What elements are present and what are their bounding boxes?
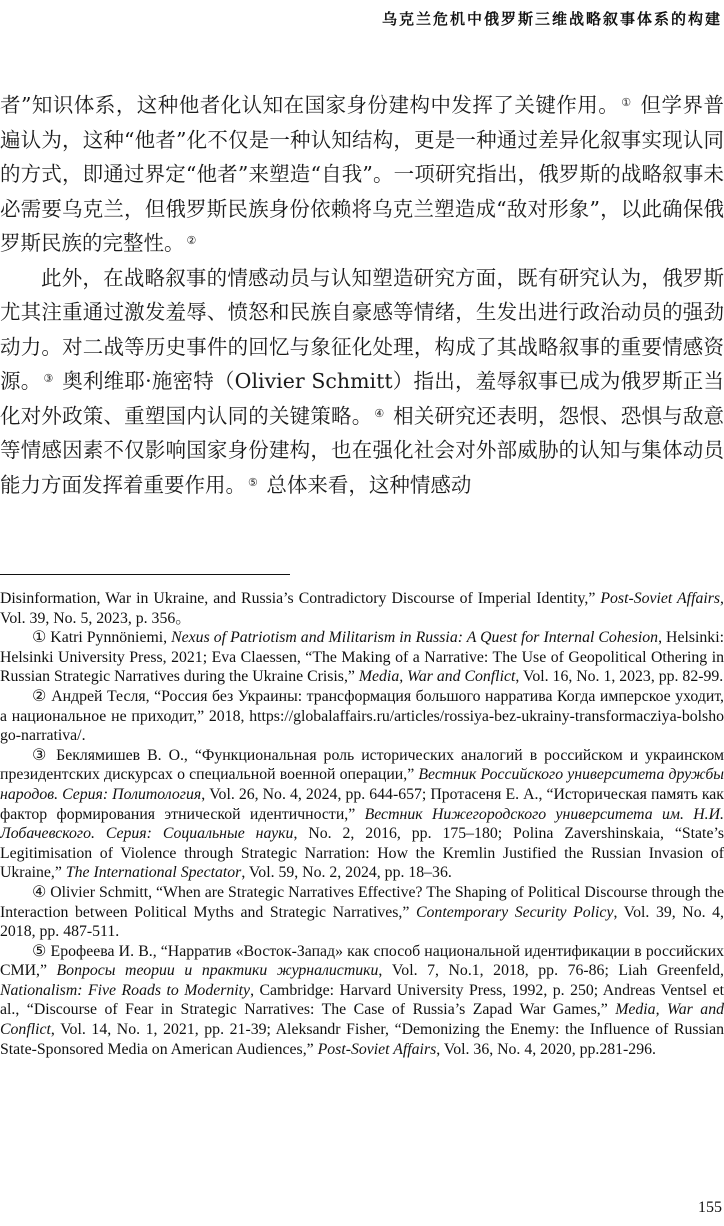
footnote-text: , Vol. 26, No. 4, 2024, pp. 644-657; Протасеня Е. А., “Историческая память как фактор формирования этнической идентичности,” [0,785,724,823]
footnote-5 [0,942,724,1060]
footnotes-section [0,589,724,1059]
footnote-ref-5[interactable]: ⑤ [248,475,258,489]
footnote-text: , Helsinki: Helsinki University Press, 2021; Eva Claessen, “The Making of a Narrative: The Use of Geopolitical Othering in Russian Strategic Narratives during the Ukraine Crisis,” [0,629,724,686]
footnote-text: Беклямишев В. О., “Функциональная роль исторических аналогий в российском и украинском президентских дискурсах о специальной военной операции,” [0,746,724,784]
footnote-ref-4[interactable]: ④ [374,406,385,420]
footnote-text: , Vol. 59, No. 2, 2024, pp. 18–36. [241,864,452,882]
footnote-text: Olivier Schmitt, “When are Strategic Narratives Effective? The Shaping of Political Discourse through the Interaction between Political Myths and Strategic Narratives,” [0,883,724,921]
footnote-text: , Vol. 14, No. 1, 2021, pp. 21-39; Aleksandr Fisher, “Demonizing the Enemy: the Influence of Russian State-Sponsored Media on American Audiences,” [0,1021,724,1058]
footnote-text: Disinformation, War in Ukraine, and Russia’s Contradictory Discourse of Imperial Identity,” [0,590,601,607]
book-title: Nexus of Patriotism and Militarism in Russia: A Quest for Internal Cohesion [171,629,659,647]
paragraph-text: 总体来看，这种情感动 [259,472,472,497]
paragraph-text: 奥利维耶·施密特（Olivier Schmitt）指出，羞辱叙事已成为俄罗斯正当化对外政策、重塑国内认同的关键策略。 [0,369,724,428]
footnote-ref-3[interactable]: ③ [43,372,54,385]
running-header: 乌克兰危机中俄罗斯三维战略叙事体系的构建 [381,10,722,28]
footnote-ref-1[interactable]: ① [621,96,632,109]
paragraph-text: 此外，在战略叙事的情感动员与认知塑造研究方面，既有研究认为，俄罗斯尤其注重通过激发羞辱、愤怒和民族自豪感等情绪，生发出进行政治动员的强劲动力。对二战等历史事件的回忆与象征化处理，构成了其战略叙事的重要情感资源。 [0,265,724,393]
footnote-text: , No. 2, 2016, pp. 175–180; Polina Zavershinskaia, “State’s Legitimisation of Violence through Strategic Narration: How the Kremlin Justified the Russian Invasion of Ukraine,” [0,825,724,882]
body-paragraph-2 [0,261,724,503]
footnote-text: , Vol. 36, No. 4, 2020, pp.281-296. [436,1040,656,1058]
body-paragraph-1 [0,88,724,261]
journal-title: Contemporary Security Policy [416,903,614,921]
footnote-marker: ⑤ [32,942,47,960]
footnote-text: , Vol. 7, No.1, 2018, pp. 76-86; Liah Greenfeld, [378,962,724,980]
footnote-marker: ② [32,687,47,705]
footnote-3 [0,746,724,883]
journal-title: Вестник Нижегородского университета им. Н.И. Лобачевского. Серия: Социальные науки [0,805,724,843]
footnote-text: , Cambridge: Harvard University Press, 1992, p. 250; Andreas Ventsel et al., “Discourse of Fear in Strategic Narratives: The Case of Russia’s Zapad War Games,” [0,981,724,1019]
footnote-text: Ерофеева И. В., “Нарратив «Восток-Запад» как способ национальной идентификации в российских СМИ,” [0,942,724,980]
footnote-text: Katri Pynnöniemi, [46,629,172,647]
footnote-text: , Vol. 16, No. 1, 2023, pp. 82-99. [515,668,724,686]
journal-title: The International Spectator [65,864,242,882]
footnote-4 [0,883,724,942]
journal-title: Media, War and Conflict [358,668,516,686]
journal-title: Post-Soviet Affairs [600,590,721,607]
page-number: 155 [698,1199,722,1216]
footnote-text: , Vol. 39, No. 4, 2018, pp. 487-511. [0,903,724,941]
footnote-marker: ④ [32,883,47,901]
journal-title: Media, War and Conflict [0,1001,724,1039]
main-body-text [0,88,724,502]
journal-title: Post-Soviet Affairs [317,1040,437,1058]
footnote-continued [0,589,724,628]
footnote-ref-2[interactable]: ② [186,234,197,247]
footnote-2 [0,687,724,746]
footnote-marker: ③ [32,746,50,764]
journal-title: Вестник Российского университета дружбы народов. Серия: Политология [0,766,724,803]
footnote-marker: ① [32,629,47,647]
footnote-text: , Vol. 39, No. 5, 2023, p. 356。 [0,590,724,627]
book-title: Nationalism: Five Roads to Modernity [0,981,251,999]
footnote-text: Андрей Тесля, “Россия без Украины: трансформация большого нарратива Когда имперское уходит, а национальное не приходит,” 2018, https://globalaffairs.ru/articles/rossiya-bez-ukrainy-transformacziya-bolshogo-narrativa/. [0,687,724,745]
paragraph-text: 者”知识体系，这种他者化认知在国家身份建构中发挥了关键作用。 [0,93,620,117]
footnote-separator [0,574,290,575]
footnote-1 [0,628,724,687]
paragraph-text: 但学界普遍认为，这种“他者”化不仅是一种认知结构，更是一种通过差异化叙事实现认同的方式，即通过界定“他者”来塑造“自我”。一项研究指出，俄罗斯的战略叙事未必需要乌克兰，但俄罗斯民族身份依赖将乌克兰塑造成“敌对形象”，以此确保俄罗斯民族的完整性。 [0,93,724,255]
paragraph-text: 相关研究还表明，怨恨、恐惧与敌意等情感因素不仅影响国家身份建构，也在强化社会对外部威胁的认知与集体动员能力方面发挥着重要作用。 [0,403,724,497]
journal-title: Вопросы теории и практики журналистики [56,962,379,980]
